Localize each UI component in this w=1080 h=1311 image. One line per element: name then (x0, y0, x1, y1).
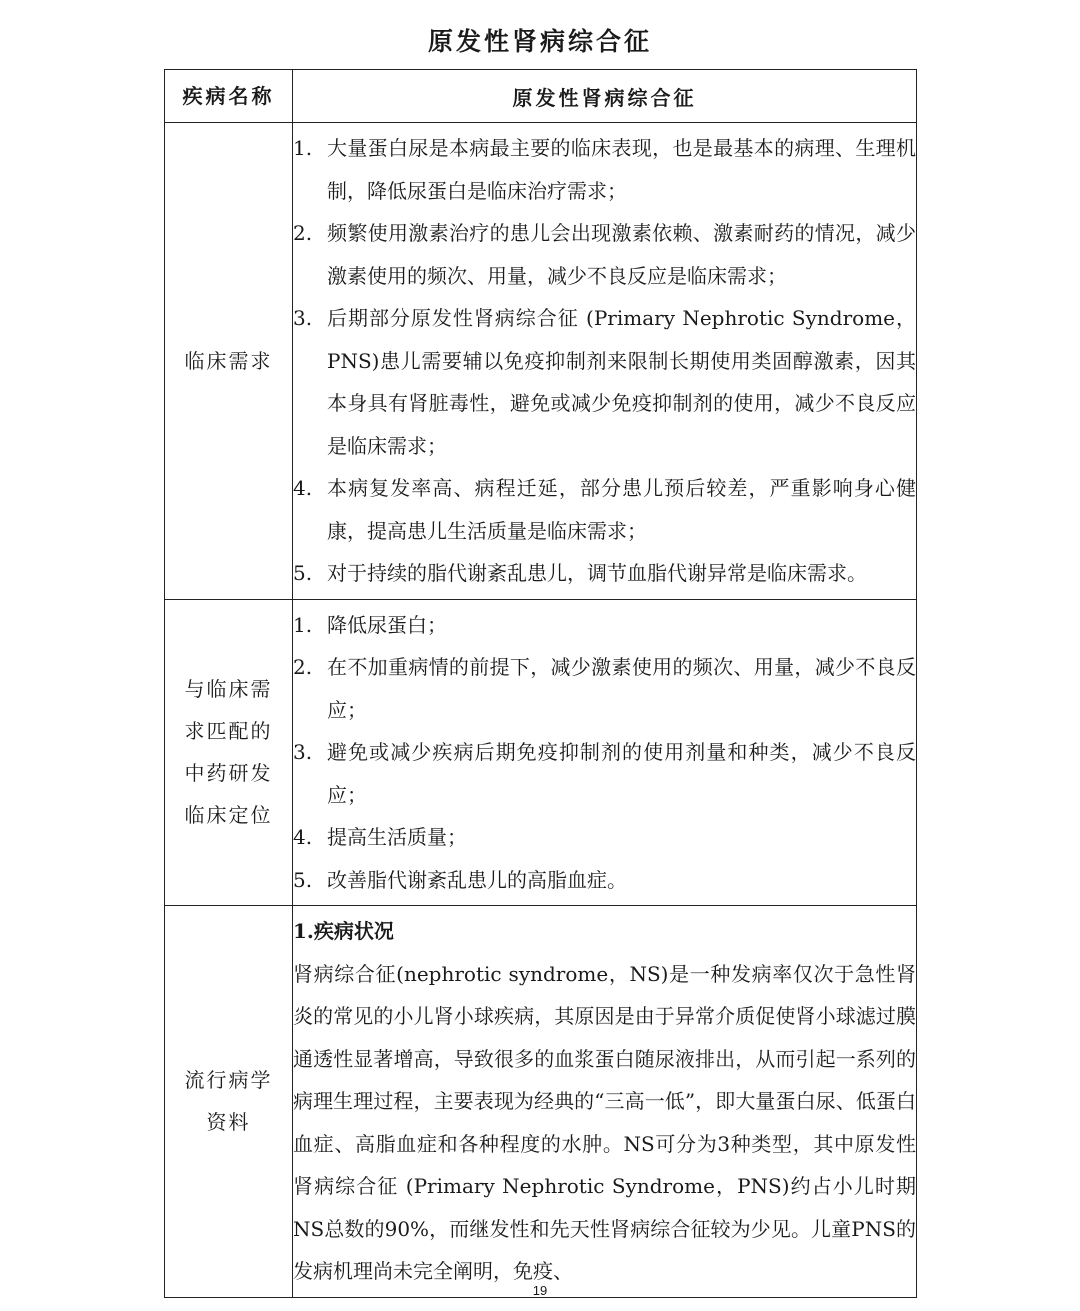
clinical-needs-cell (293, 123, 917, 600)
table-header-row (165, 70, 917, 123)
list-item: 2. 在不加重病情的前提下，减少激素使用的频次、用量，减少不良反应； (293, 655, 916, 722)
table-row (165, 123, 917, 600)
table-row (165, 599, 917, 906)
tcm-positioning-list (293, 600, 916, 906)
list-item: 1. 大量蛋白尿是本病最主要的临床表现，也是最基本的病理、生理机制，降低尿蛋白是临床治疗需求； (293, 136, 916, 203)
disease-table (164, 69, 917, 1298)
list-item: 3. 后期部分原发性肾病综合征 (Primary Nephrotic Syndrome，PNS)患儿需要辅以免疫抑制剂来限制长期使用类固醇激素，因其本身具有肾脏毒性，避免或减少免疫抑制剂的使用，减少不良反应是临床需求； (293, 306, 916, 458)
list-item: 4. 本病复发率高、病程迁延，部分患儿预后较差，严重影响身心健康，提高患儿生活质量是临床需求； (293, 476, 916, 543)
list-item: 2. 频繁使用激素治疗的患儿会出现激素依赖、激素耐药的情况，减少激素使用的频次、用量，减少不良反应是临床需求； (293, 221, 916, 288)
tcm-positioning-cell (293, 599, 917, 906)
row-label-clinical-needs: 临床需求 (165, 123, 293, 600)
document-title: 原发性肾病综合征 (427, 27, 652, 56)
epidemiology-cell (293, 906, 917, 1298)
header-disease-value: 原发性肾病综合征 (293, 70, 917, 123)
list-item: 5. 对于持续的脂代谢紊乱患儿，调节血脂代谢异常是临床需求。 (293, 561, 867, 585)
list-item: 4. 提高生活质量； (293, 825, 467, 849)
row-label-epidemiology: 流行病学资料 (165, 906, 293, 1298)
epidemiology-paragraph: 肾病综合征(nephrotic syndrome，NS)是一种发病率仅次于急性肾炎的常见的小儿肾小球疾病，其原因是由于异常介质促使肾小球滤过膜通透性显著增高，导致很多的血浆蛋白随尿液排出，从而引起一系列的病理生理过程，主要表现为经典的“三高一低”，即大量蛋白尿、低蛋白血症、高脂血症和各种程度的水肿。NS可分为3种类型，其中原发性肾病综合征 (Primary Nephrotic Syndrome，PNS)约占小儿时期NS总数的90%，而继发性和先天性肾病综合征较为少见。儿童PNS的发病机理尚未完全阐明，免疫、 (293, 961, 916, 1283)
list-item: 3. 避免或减少疾病后期免疫抑制剂的使用剂量和种类，减少不良反应； (293, 740, 916, 807)
row-label-tcm-positioning: 与临床需求匹配的中药研发临床定位 (165, 599, 293, 906)
list-item: 5. 改善脂代谢紊乱患儿的高脂血症。 (293, 867, 627, 892)
header-disease-name: 疾病名称 (165, 70, 293, 123)
clinical-needs-list (293, 123, 916, 599)
page-number: 19 (532, 1283, 548, 1298)
list-item: 1. 降低尿蛋白； (293, 612, 447, 637)
epidemiology-subheading: 1.疾病状况 (293, 919, 394, 943)
table-row (165, 906, 917, 1298)
